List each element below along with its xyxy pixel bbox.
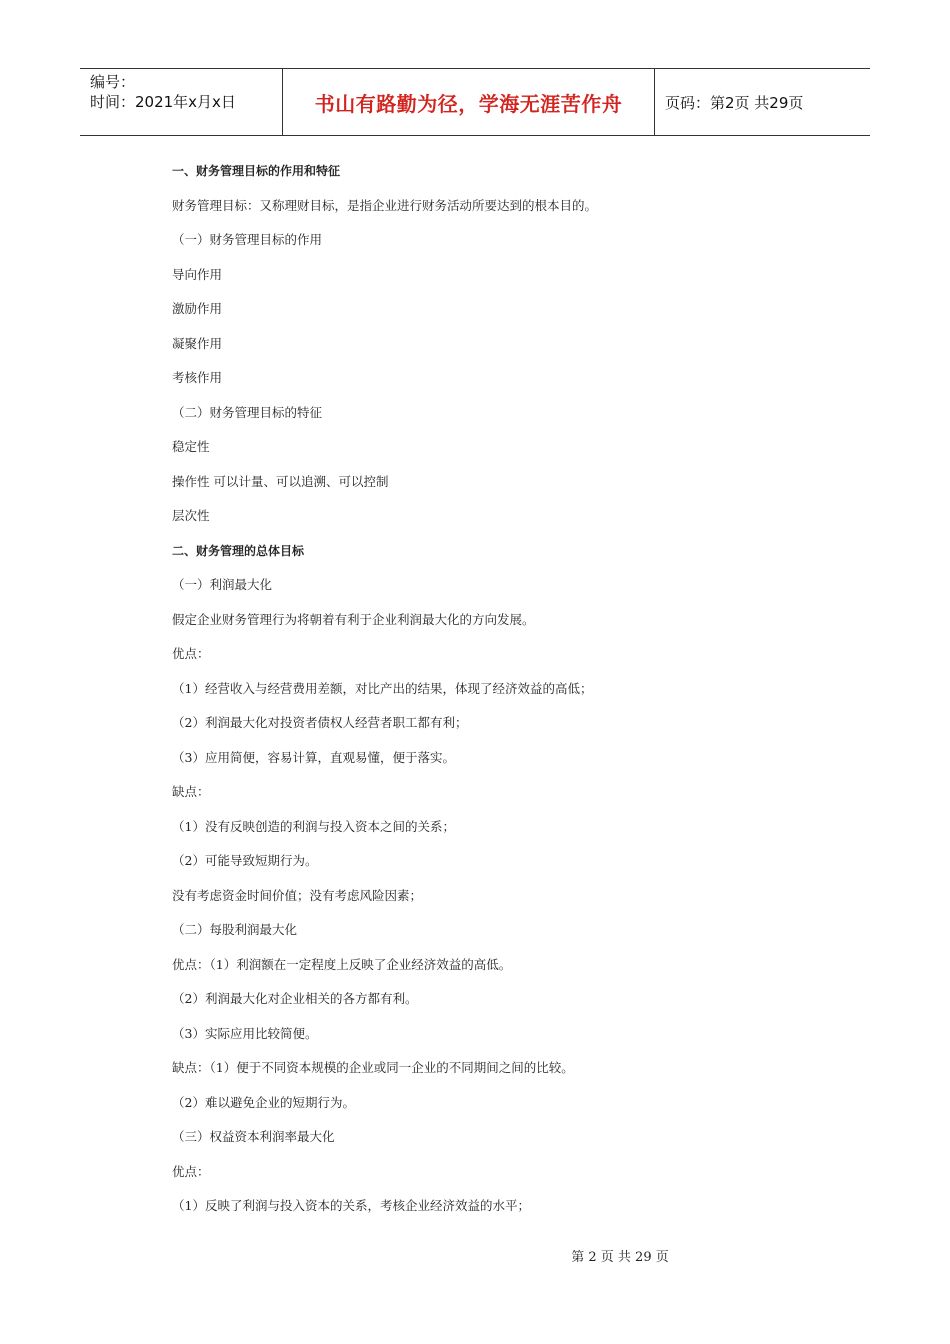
page-info-text: 页码：第2页 共29页 [665, 93, 804, 112]
header-meta-cell [80, 69, 282, 135]
section-heading: 二、财务管理的总体目标 [172, 543, 305, 558]
motto-cell [282, 69, 655, 135]
paragraph-line: 层次性 [172, 508, 210, 523]
number-label: 编号： [90, 73, 136, 91]
paragraph-line: 考核作用 [172, 370, 223, 385]
paragraph-line: （2）可能导致短期行为。 [172, 853, 318, 868]
paragraph-line: 没有考虑资金时间价值；没有考虑风险因素； [172, 887, 423, 903]
page-footer [0, 1246, 950, 1265]
paragraph-line: （1）没有反映创造的利润与投入资本之间的关系； [172, 818, 455, 834]
footer-page-number: 第 2 页 共 29 页 [571, 1250, 669, 1265]
paragraph-line: 缺点： [172, 784, 210, 799]
paragraph-line: 优点： [172, 646, 210, 661]
paragraph-line: （二）财务管理目标的特征 [172, 404, 323, 420]
paragraph-line: 导向作用 [172, 266, 223, 282]
time-label: 时间：2021年x月x日 [90, 93, 236, 111]
paragraph-line: （一）利润最大化 [172, 577, 273, 592]
paragraph-line: 缺点：（1）便于不同资本规模的企业或同一企业的不同期间之间的比较。 [172, 1060, 574, 1075]
paragraph-line: 优点：（1）利润额在一定程度上反映了企业经济效益的高低。 [172, 956, 512, 972]
paragraph-line: （3）实际应用比较简便。 [172, 1025, 318, 1041]
document-header [80, 68, 870, 136]
paragraph-line: 财务管理目标：又称理财目标，是指企业进行财务活动所要达到的根本目的。 [172, 197, 598, 213]
motto-text: 书山有路勤为径，学海无涯苦作舟 [314, 91, 623, 116]
paragraph-line: （3）应用简便，容易计算，直观易懂，便于落实。 [172, 749, 455, 765]
paragraph-line: （1）经营收入与经营费用差额，对比产出的结果，体现了经济效益的高低； [172, 680, 593, 696]
paragraph-line: 激励作用 [172, 301, 223, 316]
paragraph-line: （2）难以避免企业的短期行为。 [172, 1094, 355, 1110]
paragraph-line: 稳定性 [172, 439, 210, 454]
paragraph-line: 假定企业财务管理行为将朝着有利于企业利润最大化的方向发展。 [172, 611, 535, 627]
document-body [172, 160, 812, 1230]
paragraph-line: （一）财务管理目标的作用 [172, 232, 323, 247]
page-info-cell [655, 69, 870, 135]
paragraph-line: 凝聚作用 [172, 335, 223, 351]
section-heading: 一、财务管理目标的作用和特征 [172, 164, 341, 178]
paragraph-line: 操作性 可以计量、可以追溯、可以控制 [172, 473, 389, 489]
paragraph-line: （1）反映了利润与投入资本的关系，考核企业经济效益的水平； [172, 1198, 530, 1213]
paragraph-line: 优点： [172, 1163, 210, 1179]
paragraph-line: （三）权益资本利润率最大化 [172, 1129, 335, 1144]
paragraph-line: （二）每股利润最大化 [172, 922, 298, 937]
paragraph-line: （2）利润最大化对企业相关的各方都有利。 [172, 991, 418, 1006]
paragraph-line: （2）利润最大化对投资者债权人经营者职工都有利； [172, 715, 468, 730]
